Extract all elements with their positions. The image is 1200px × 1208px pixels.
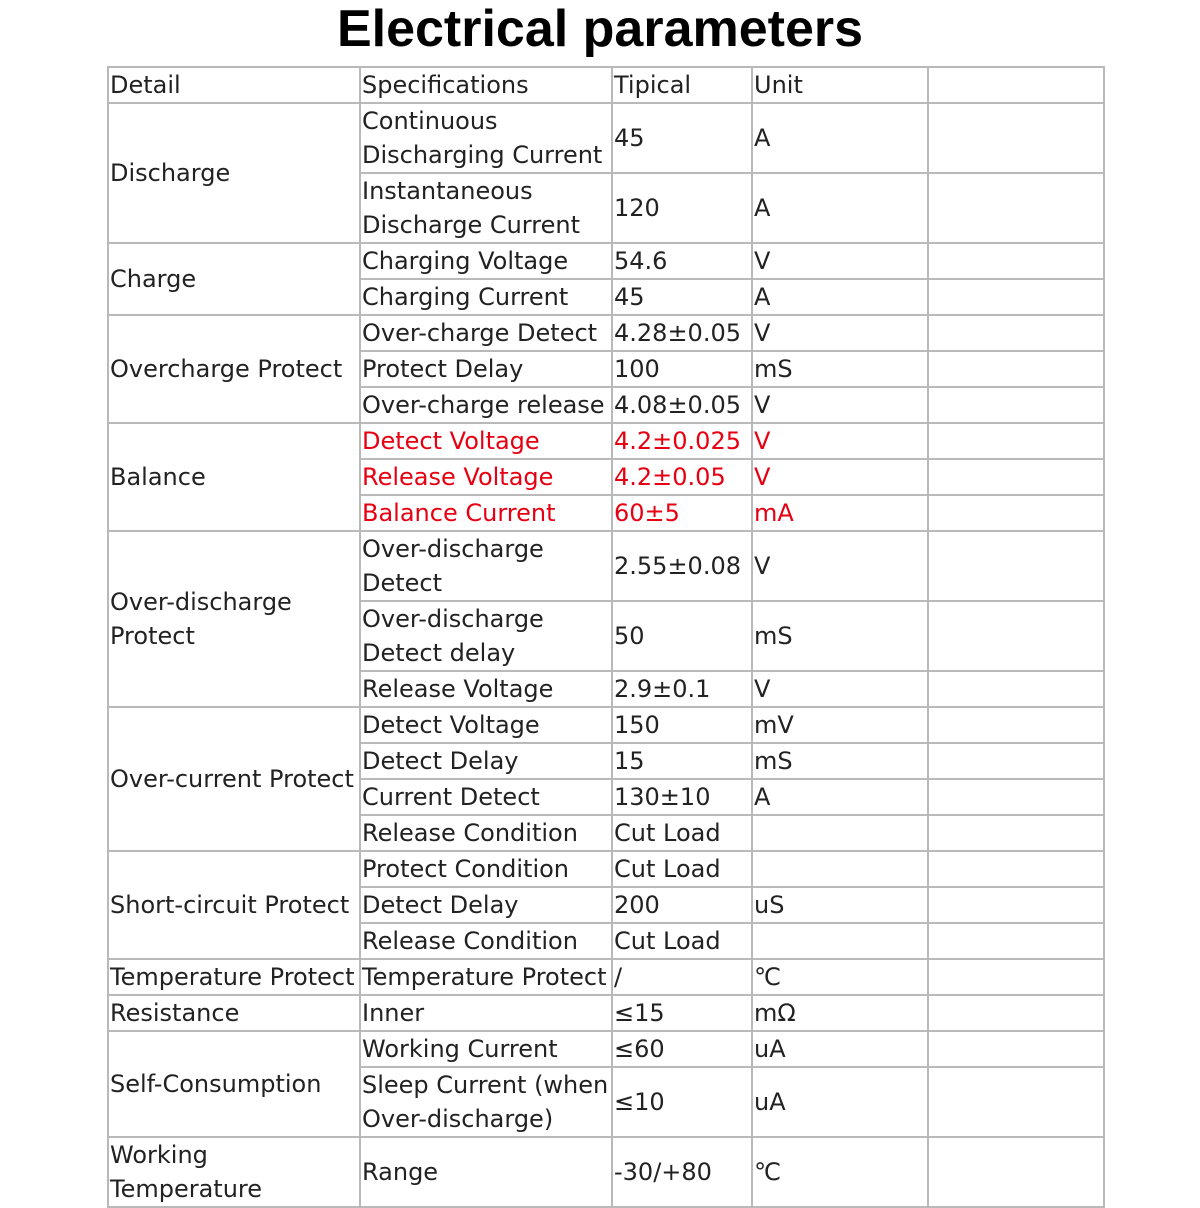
- header-specifications: Specifications: [360, 67, 612, 103]
- header-detail: Detail: [108, 67, 360, 103]
- empty-cell: [928, 1031, 1104, 1067]
- spec-cell: Release Condition: [360, 815, 612, 851]
- spec-cell: Instantaneous Discharge Current: [360, 173, 612, 243]
- typical-cell: 100: [612, 351, 752, 387]
- spec-cell: Protect Condition: [360, 851, 612, 887]
- empty-cell: [928, 315, 1104, 351]
- spec-cell: Inner: [360, 995, 612, 1031]
- empty-cell: [928, 923, 1104, 959]
- spec-cell: Range: [360, 1137, 612, 1207]
- unit-cell: A: [752, 173, 928, 243]
- empty-cell: [928, 851, 1104, 887]
- spec-cell: Charging Current: [360, 279, 612, 315]
- unit-cell: V: [752, 671, 928, 707]
- empty-cell: [928, 103, 1104, 173]
- unit-cell: mS: [752, 351, 928, 387]
- group-label: Over-discharge Protect: [108, 531, 360, 707]
- spec-cell: Sleep Current (when Over-discharge): [360, 1067, 612, 1137]
- table-row: [108, 1137, 1104, 1207]
- table-row: [108, 1031, 1104, 1067]
- empty-cell: [928, 601, 1104, 671]
- spec-cell: Continuous Discharging Current: [360, 103, 612, 173]
- empty-cell: [928, 1067, 1104, 1137]
- unit-cell: V: [752, 531, 928, 601]
- empty-cell: [928, 743, 1104, 779]
- empty-cell: [928, 351, 1104, 387]
- table-row: [108, 995, 1104, 1031]
- group-label: Over-current Protect: [108, 707, 360, 851]
- unit-cell: A: [752, 779, 928, 815]
- spec-cell: Balance Current: [360, 495, 612, 531]
- spec-cell: Release Voltage: [360, 459, 612, 495]
- table-row: [108, 959, 1104, 995]
- typical-cell: 45: [612, 279, 752, 315]
- unit-cell: mΩ: [752, 995, 928, 1031]
- unit-cell: [752, 851, 928, 887]
- table-row: [108, 315, 1104, 351]
- typical-cell: ≤15: [612, 995, 752, 1031]
- spec-cell: Over-charge release: [360, 387, 612, 423]
- typical-cell: 4.2±0.025: [612, 423, 752, 459]
- typical-cell: 150: [612, 707, 752, 743]
- unit-cell: mS: [752, 743, 928, 779]
- group-label: Resistance: [108, 995, 360, 1031]
- typical-cell: 2.55±0.08: [612, 531, 752, 601]
- header-unit: Unit: [752, 67, 928, 103]
- typical-cell: /: [612, 959, 752, 995]
- typical-cell: Cut Load: [612, 923, 752, 959]
- empty-cell: [928, 423, 1104, 459]
- empty-cell: [928, 707, 1104, 743]
- spec-cell: Current Detect: [360, 779, 612, 815]
- empty-cell: [928, 495, 1104, 531]
- typical-cell: 45: [612, 103, 752, 173]
- spec-cell: Detect Voltage: [360, 423, 612, 459]
- table-row: [108, 531, 1104, 601]
- unit-cell: mV: [752, 707, 928, 743]
- header-row: [108, 67, 1104, 103]
- empty-cell: [928, 243, 1104, 279]
- typical-cell: 60±5: [612, 495, 752, 531]
- typical-cell: 50: [612, 601, 752, 671]
- group-label: Working Temperature: [108, 1137, 360, 1207]
- unit-cell: A: [752, 103, 928, 173]
- group-label: Temperature Protect: [108, 959, 360, 995]
- typical-cell: 15: [612, 743, 752, 779]
- unit-cell: ℃: [752, 959, 928, 995]
- empty-cell: [928, 1137, 1104, 1207]
- empty-cell: [928, 779, 1104, 815]
- group-label: Charge: [108, 243, 360, 315]
- typical-cell: 2.9±0.1: [612, 671, 752, 707]
- typical-cell: 54.6: [612, 243, 752, 279]
- unit-cell: V: [752, 423, 928, 459]
- table-row: [108, 851, 1104, 887]
- table-row: [108, 103, 1104, 173]
- empty-cell: [928, 173, 1104, 243]
- spec-cell: Release Condition: [360, 923, 612, 959]
- group-label: Balance: [108, 423, 360, 531]
- spec-cell: Charging Voltage: [360, 243, 612, 279]
- empty-cell: [928, 279, 1104, 315]
- unit-cell: mA: [752, 495, 928, 531]
- page-title: Electrical parameters: [336, 0, 864, 58]
- table-row: [108, 707, 1104, 743]
- table-row: [108, 243, 1104, 279]
- spec-cell: Protect Delay: [360, 351, 612, 387]
- electrical-parameters-table: [107, 66, 1105, 1208]
- empty-cell: [928, 67, 1104, 103]
- spec-cell: Release Voltage: [360, 671, 612, 707]
- unit-cell: [752, 923, 928, 959]
- empty-cell: [928, 531, 1104, 601]
- unit-cell: V: [752, 387, 928, 423]
- typical-cell: 130±10: [612, 779, 752, 815]
- typical-cell: Cut Load: [612, 851, 752, 887]
- unit-cell: uS: [752, 887, 928, 923]
- unit-cell: mS: [752, 601, 928, 671]
- table-row: [108, 423, 1104, 459]
- group-label: Discharge: [108, 103, 360, 243]
- unit-cell: V: [752, 243, 928, 279]
- typical-cell: 120: [612, 173, 752, 243]
- group-label: Short-circuit Protect: [108, 851, 360, 959]
- unit-cell: V: [752, 315, 928, 351]
- typical-cell: Cut Load: [612, 815, 752, 851]
- spec-cell: Detect Delay: [360, 743, 612, 779]
- spec-cell: Temperature Protect: [360, 959, 612, 995]
- typical-cell: 200: [612, 887, 752, 923]
- spec-cell: Over-charge Detect: [360, 315, 612, 351]
- empty-cell: [928, 387, 1104, 423]
- empty-cell: [928, 815, 1104, 851]
- unit-cell: ℃: [752, 1137, 928, 1207]
- spec-cell: Detect Voltage: [360, 707, 612, 743]
- unit-cell: uA: [752, 1067, 928, 1137]
- spec-cell: Working Current: [360, 1031, 612, 1067]
- typical-cell: 4.28±0.05: [612, 315, 752, 351]
- unit-cell: V: [752, 459, 928, 495]
- empty-cell: [928, 995, 1104, 1031]
- typical-cell: ≤10: [612, 1067, 752, 1137]
- typical-cell: -30/+80: [612, 1137, 752, 1207]
- spec-cell: Over-discharge Detect: [360, 531, 612, 601]
- typical-cell: 4.08±0.05: [612, 387, 752, 423]
- typical-cell: ≤60: [612, 1031, 752, 1067]
- empty-cell: [928, 671, 1104, 707]
- spec-cell: Detect Delay: [360, 887, 612, 923]
- spec-cell: Over-discharge Detect delay: [360, 601, 612, 671]
- unit-cell: [752, 815, 928, 851]
- empty-cell: [928, 887, 1104, 923]
- header-typical: Tipical: [612, 67, 752, 103]
- group-label: Self-Consumption: [108, 1031, 360, 1137]
- unit-cell: uA: [752, 1031, 928, 1067]
- empty-cell: [928, 959, 1104, 995]
- typical-cell: 4.2±0.05: [612, 459, 752, 495]
- empty-cell: [928, 459, 1104, 495]
- unit-cell: A: [752, 279, 928, 315]
- group-label: Overcharge Protect: [108, 315, 360, 423]
